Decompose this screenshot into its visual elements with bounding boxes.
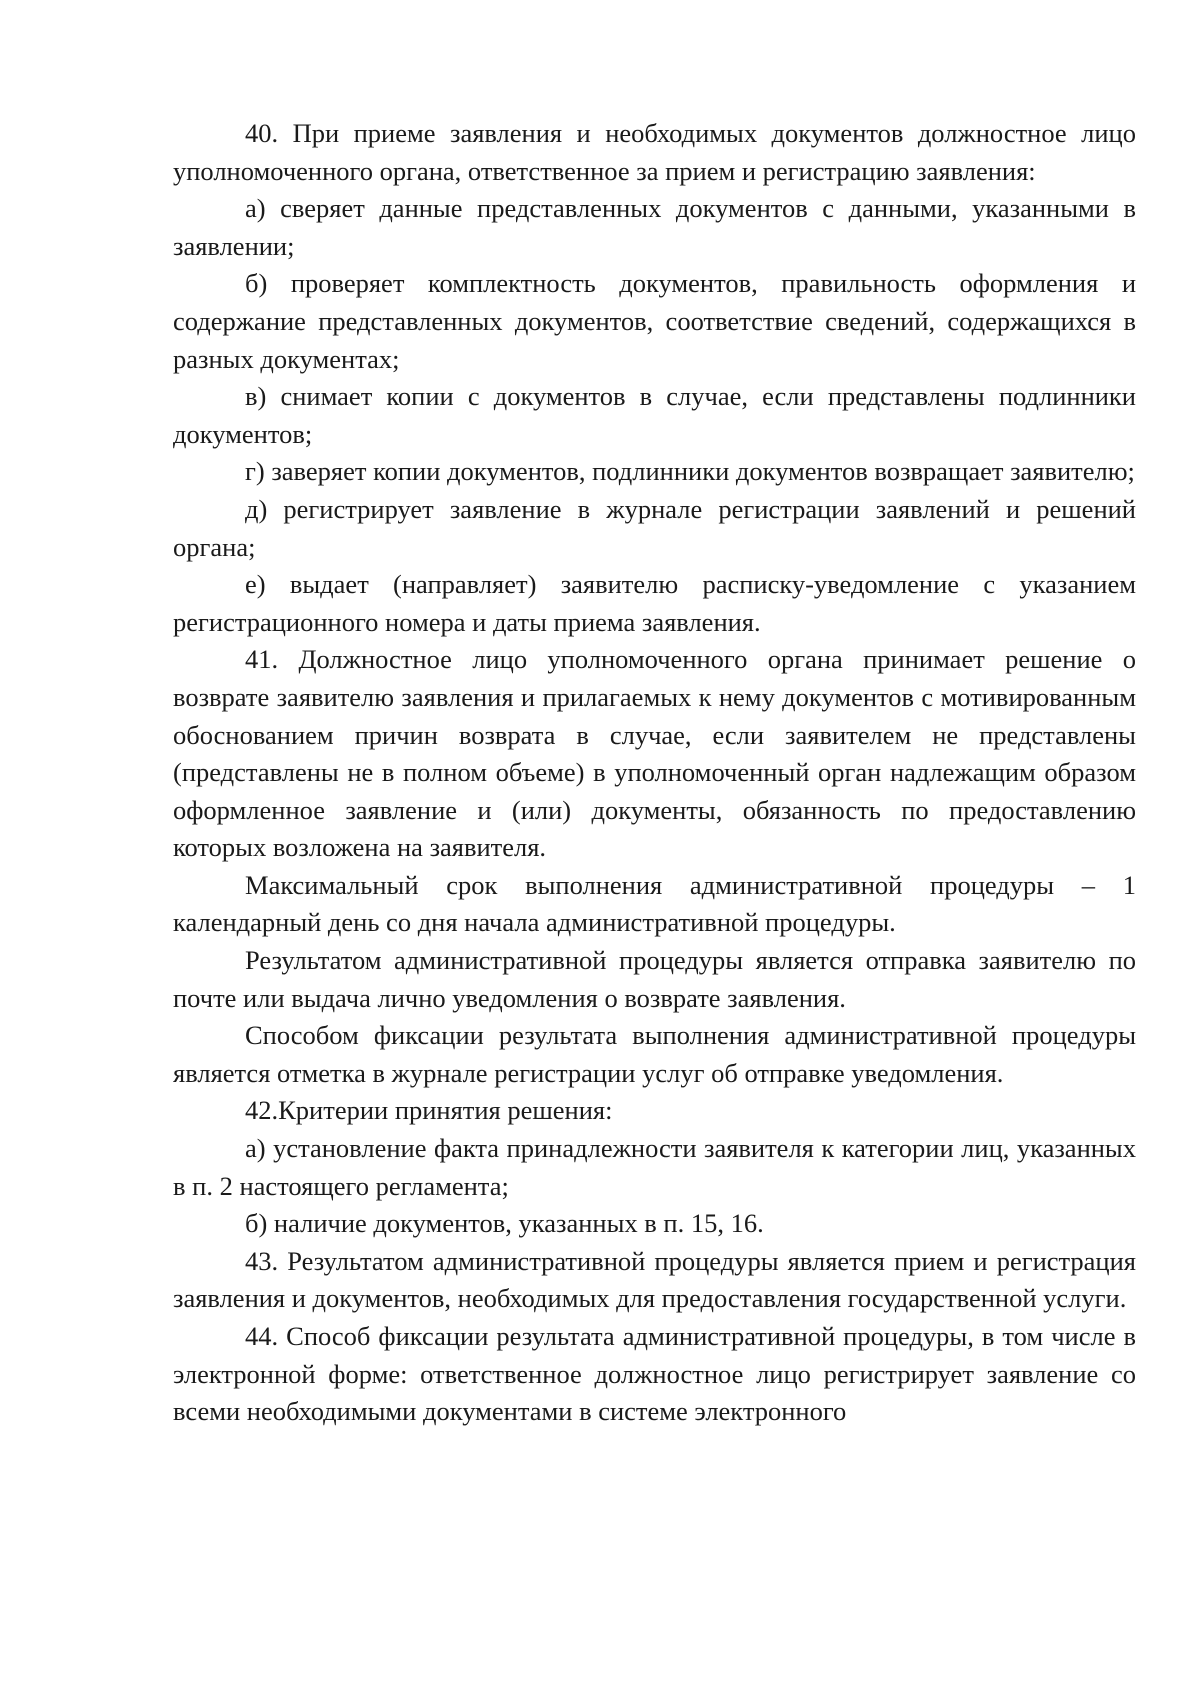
paragraph-41: 41. Должностное лицо уполномоченного органа принимает решение о возврате заявителю заявления и прилагаемых к нему документов с мотивированным обоснованием причин возврата в случае, если заявителем не представлены (представлены не в полном объеме) в уполномоченный орган надлежащим образом оформленное заявление и (или) документы, обязанность по предоставлению которых возложена на заявителя. (173, 644, 1136, 863)
paragraph-42-b: б) наличие документов, указанных в п. 15, 16. (245, 1208, 764, 1239)
paragraph-40-a: а) сверяет данные представленных документов с данными, указанными в заявлении; (173, 193, 1136, 261)
paragraph-40-b: б) проверяет комплектность документов, правильность оформления и содержание представленных документов, соответствие сведений, содержащихся в разных документах; (173, 268, 1136, 374)
paragraph-40-g: г) заверяет копии документов, подлинники документов возвращает заявителю; (245, 456, 1135, 487)
paragraph-40: 40. При приеме заявления и необходимых документов должностное лицо уполномоченного органа, ответственное за прием и регистрацию заявления: (173, 118, 1136, 186)
paragraph-fixation: Способом фиксации результата выполнения административной процедуры является отметка в журнале регистрации услуг об отправке уведомления. (173, 1020, 1136, 1088)
paragraph-43: 43. Результатом административной процедуры является прием и регистрация заявления и документов, необходимых для предоставления государственной услуги. (173, 1245, 1136, 1314)
paragraph-40-e: е) выдает (направляет) заявителю расписку-уведомление с указанием регистрационного номера и даты приема заявления. (173, 569, 1136, 637)
paragraph-42: 42.Критерии принятия решения: (245, 1095, 613, 1126)
document-body (173, 115, 1136, 1431)
paragraph-result: Результатом административной процедуры является отправка заявителю по почте или выдача лично уведомления о возврате заявления. (173, 945, 1136, 1013)
paragraph-42-a: а) установление факта принадлежности заявителя к категории лиц, указанных в п. 2 настоящего регламента; (173, 1133, 1136, 1201)
paragraph-40-v: в) снимает копии с документов в случае, если представлены подлинники документов; (173, 381, 1136, 449)
paragraph-40-d: д) регистрирует заявление в журнале регистрации заявлений и решений органа; (173, 493, 1136, 562)
paragraph-max-term: Максимальный срок выполнения административной процедуры – 1 календарный день со дня начала административной процедуры. (173, 869, 1136, 938)
paragraph-44: 44. Способ фиксации результата административной процедуры, в том числе в электронной форме: ответственное должностное лицо регистрирует заявление со всеми необходимыми документами в системе электронного (173, 1321, 1136, 1427)
